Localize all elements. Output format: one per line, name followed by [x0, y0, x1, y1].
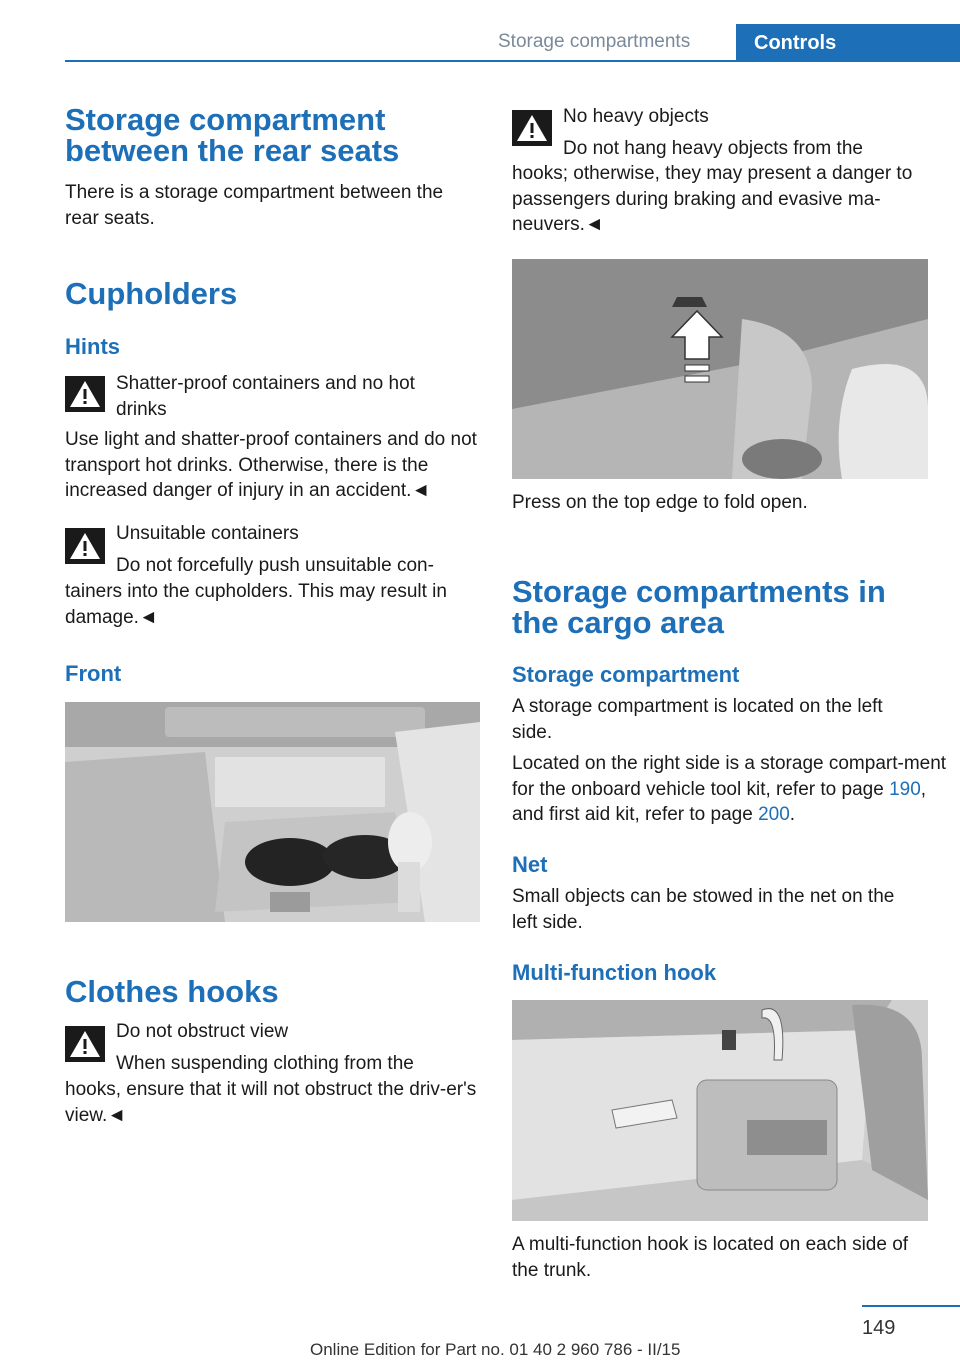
page-link-190[interactable]: 190: [889, 778, 921, 800]
rear-storage-heading: Storage compartment between the rear seats: [65, 102, 400, 168]
warning-obstruct-text: hooks, ensure that it will not obstruct the driv-er's view.◄: [65, 1079, 477, 1126]
warning-shatterproof-title: Shatter-proof containers and no hot drinks: [116, 373, 415, 420]
clothes-hook-photo: [512, 259, 928, 479]
warning-unsuitable-text: tainers into the cupholders. This may result in damage.◄: [65, 581, 447, 628]
storage-right-text-b: , and first aid kit, refer to page: [512, 778, 927, 825]
trunk-photo: [512, 1000, 928, 1221]
warning-obstruct-title: Do not obstruct view: [116, 1021, 289, 1042]
footer-rule: [862, 1305, 960, 1307]
storage-right-text-a: Located on the right side is a storage compart-ment for the onboard vehicle tool kit, refer to page: [512, 753, 947, 800]
rear-storage-text: There is a storage compartment between the rear seats.: [65, 182, 444, 229]
warning-unsuitable-text-line1: Do not forcefully push unsuitable con-: [116, 555, 434, 576]
cargo-area-heading: Storage compartments in the cargo area: [512, 574, 886, 640]
header-rule: [65, 60, 960, 62]
cupholder-photo: [65, 702, 480, 922]
storage-left-text: A storage compartment is located on the left side.: [512, 696, 883, 743]
warning-heavy-title: No heavy objects: [563, 106, 709, 127]
storage-right-text-c: .: [789, 804, 796, 825]
warning-obstruct-text-line1: When suspending clothing from the: [116, 1053, 414, 1074]
clothes-hooks-heading: Clothes hooks: [65, 974, 279, 1009]
warning-icon: [512, 110, 552, 146]
warning-unsuitable-title: Unsuitable containers: [116, 523, 299, 544]
page-link-200[interactable]: 200: [758, 804, 790, 825]
net-heading: Net: [512, 852, 548, 877]
hints-heading: Hints: [65, 334, 120, 359]
edition-text: Online Edition for Part no. 01 40 2 960 786 - II/15: [310, 1340, 681, 1359]
header-section: Storage compartments: [498, 31, 691, 52]
warning-icon: [65, 1026, 105, 1062]
multi-function-hook-caption: A multi-function hook is located on each side of the trunk.: [512, 1234, 909, 1281]
header-chapter-tab: Controls: [736, 24, 960, 62]
warning-shatterproof-text: Use light and shatter-proof containers and do not transport hot drinks. Otherwise, there is the increased danger of injury in an accident.◄: [65, 429, 477, 501]
warning-icon: [65, 528, 105, 564]
page-number: 149: [862, 1317, 896, 1339]
storage-compartment-heading: Storage compartment: [512, 662, 740, 687]
storage-right-text: [512, 751, 952, 828]
warning-heavy-text: hooks; otherwise, they may present a danger to passengers during braking and evasive ma-neuvers.◄: [512, 163, 913, 235]
front-heading: Front: [65, 661, 122, 686]
warning-heavy-text-line1: Do not hang heavy objects from the: [563, 138, 863, 159]
multi-function-hook-heading: Multi-function hook: [512, 960, 717, 985]
net-text: Small objects can be stowed in the net on the left side.: [512, 886, 895, 933]
cupholders-heading: Cupholders: [65, 276, 238, 311]
hook-caption: Press on the top edge to fold open.: [512, 492, 808, 513]
warning-icon: [65, 376, 105, 412]
